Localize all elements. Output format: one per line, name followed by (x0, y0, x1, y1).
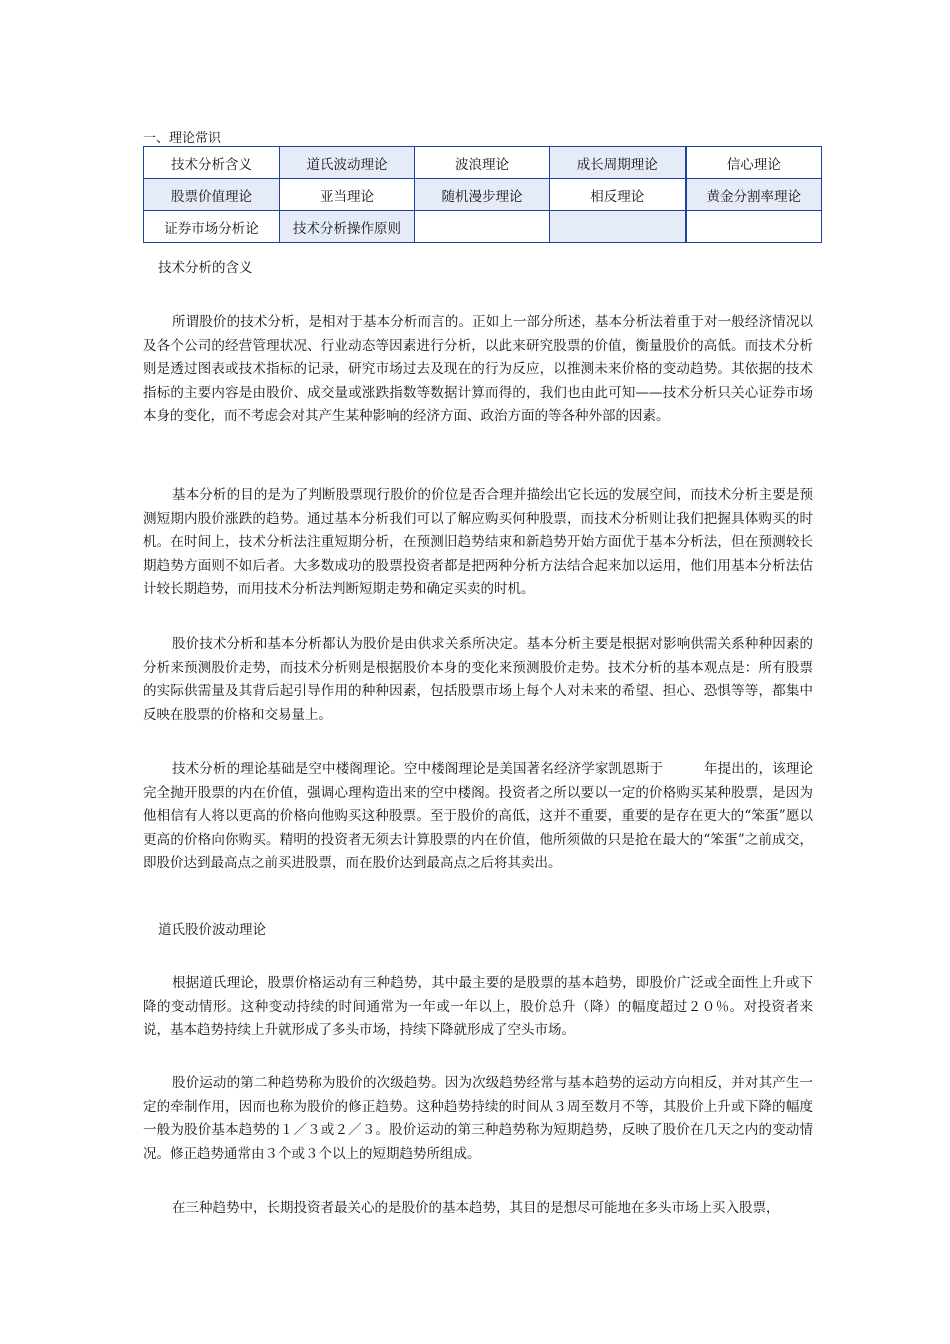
heading-dow-theory: 道氏股价波动理论 (158, 922, 266, 938)
table-row (144, 211, 822, 243)
section-title: 一、理论常识 (143, 131, 222, 146)
paragraph: 根据道氏理论，股票价格运动有三种趋势，其中最主要的是股票的基本趋势，即股价广泛或全面性上升或下降的变动情形。这种变动持续的时间通常为一年或一年以上，股价总升（降）的幅度超过２０％。对投资者来说，基本趋势持续上升就形成了多头市场，持续下降就形成了空头市场。 (143, 975, 813, 1039)
link-golden-ratio-theory[interactable]: 黄金分割率理论 (686, 179, 822, 211)
link-stock-value-theory[interactable]: 股票价值理论 (144, 179, 280, 211)
link-market-analysis-theory[interactable]: 证券市场分析论 (144, 211, 280, 243)
link-operation-principles[interactable]: 技术分析操作原则 (280, 211, 415, 243)
link-random-walk-theory[interactable]: 随机漫步理论 (415, 179, 550, 211)
paragraph: 所谓股价的技术分析，是相对于基本分析而言的。正如上一部分所述，基本分析法着重于对一般经济情况以及各个公司的经营管理状况、行业动态等因素进行分析，以此来研究股票的价值，衡量股价的高低。而技术分析则是透过图表或技术指标的记录，研究市场过去及现在的行为反应，以推测未来价格的变动趋势。其依据的技术指标的主要内容是由股价、成交量或涨跌指数等数据计算而得的，我们也由此可知——技术分析只关心证券市场本身的变化，而不考虑会对其产生某种影响的经济方面、政治方面的等各种外部的因素。 (143, 314, 813, 425)
paragraph: 在三种趋势中，长期投资者最关心的是股价的基本趋势，其目的是想尽可能地在多头市场上买入股票， (172, 1200, 780, 1216)
theory-index-table (143, 146, 822, 243)
link-contrary-theory[interactable]: 相反理论 (550, 179, 686, 211)
paragraph: 股价运动的第二种趋势称为股价的次级趋势。因为次级趋势经常与基本趋势的运动方向相反，并对其产生一定的牵制作用，因而也称为股价的修正趋势。这种趋势持续的时间从３周至数月不等，其股价上升或下降的幅度一般为股价基本趋势的１／３或２／３。股价运动的第三种趋势称为短期趋势，反映了股价在几天之内的变动情况。修正趋势通常由３个或３个以上的短期趋势所组成。 (143, 1075, 813, 1162)
empty-cell (686, 211, 822, 243)
paragraph: 股价技术分析和基本分析都认为股价是由供求关系所决定。基本分析主要是根据对影响供需关系种种因素的分析来预测股价走势，而技术分析则是根据股价本身的变化来预测股价走势。技术分析的基本观点是：所有股票的实际供需量及其背后起引导作用的种种因素，包括股票市场上每个人对未来的希望、担心、恐惧等等，都集中反映在股票的价格和交易量上。 (143, 636, 813, 723)
link-tech-meaning[interactable]: 技术分析含义 (144, 147, 280, 179)
table-row (144, 179, 822, 211)
table-row (144, 147, 822, 179)
link-adam-theory[interactable]: 亚当理论 (280, 179, 415, 211)
empty-cell (550, 211, 686, 243)
link-dow-theory[interactable]: 道氏波动理论 (280, 147, 415, 179)
empty-cell (415, 211, 550, 243)
paragraph: 基本分析的目的是为了判断股票现行股价的价位是否合理并描绘出它长远的发展空间，而技术分析主要是预测短期内股价涨跌的趋势。通过基本分析我们可以了解应购买何种股票，而技术分析则让我们把握具体购买的时机。在时间上，技术分析法注重短期分析，在预测旧趋势结束和新趋势开始方面优于基本分析法，但在预测较长期趋势方面则不如后者。大多数成功的股票投资者都是把两种分析方法结合起来加以运用，他们用基本分析法估计较长期趋势，而用技术分析法判断短期走势和确定买卖的时机。 (143, 487, 813, 598)
link-growth-cycle-theory[interactable]: 成长周期理论 (550, 147, 686, 179)
link-wave-theory[interactable]: 波浪理论 (415, 147, 550, 179)
link-confidence-theory[interactable]: 信心理论 (686, 147, 822, 179)
paragraph: 技术分析的理论基础是空中楼阁理论。空中楼阁理论是美国著名经济学家凯恩斯于 年提出的，该理论完全抛开股票的内在价值，强调心理构造出来的空中楼阁。投资者之所以要以一定的价格购买某种股票，是因为他相信有人将以更高的价格向他购买这种股票。至于股价的高低，这并不重要，重要的是存在更大的“笨蛋”愿以更高的价格向你购买。精明的投资者无须去计算股票的内在价值，他所须做的只是抢在最大的“笨蛋”之前成交，即股价达到最高点之前买进股票，而在股价达到最高点之后将其卖出。 (143, 761, 813, 872)
heading-tech-meaning: 技术分析的含义 (158, 260, 253, 276)
